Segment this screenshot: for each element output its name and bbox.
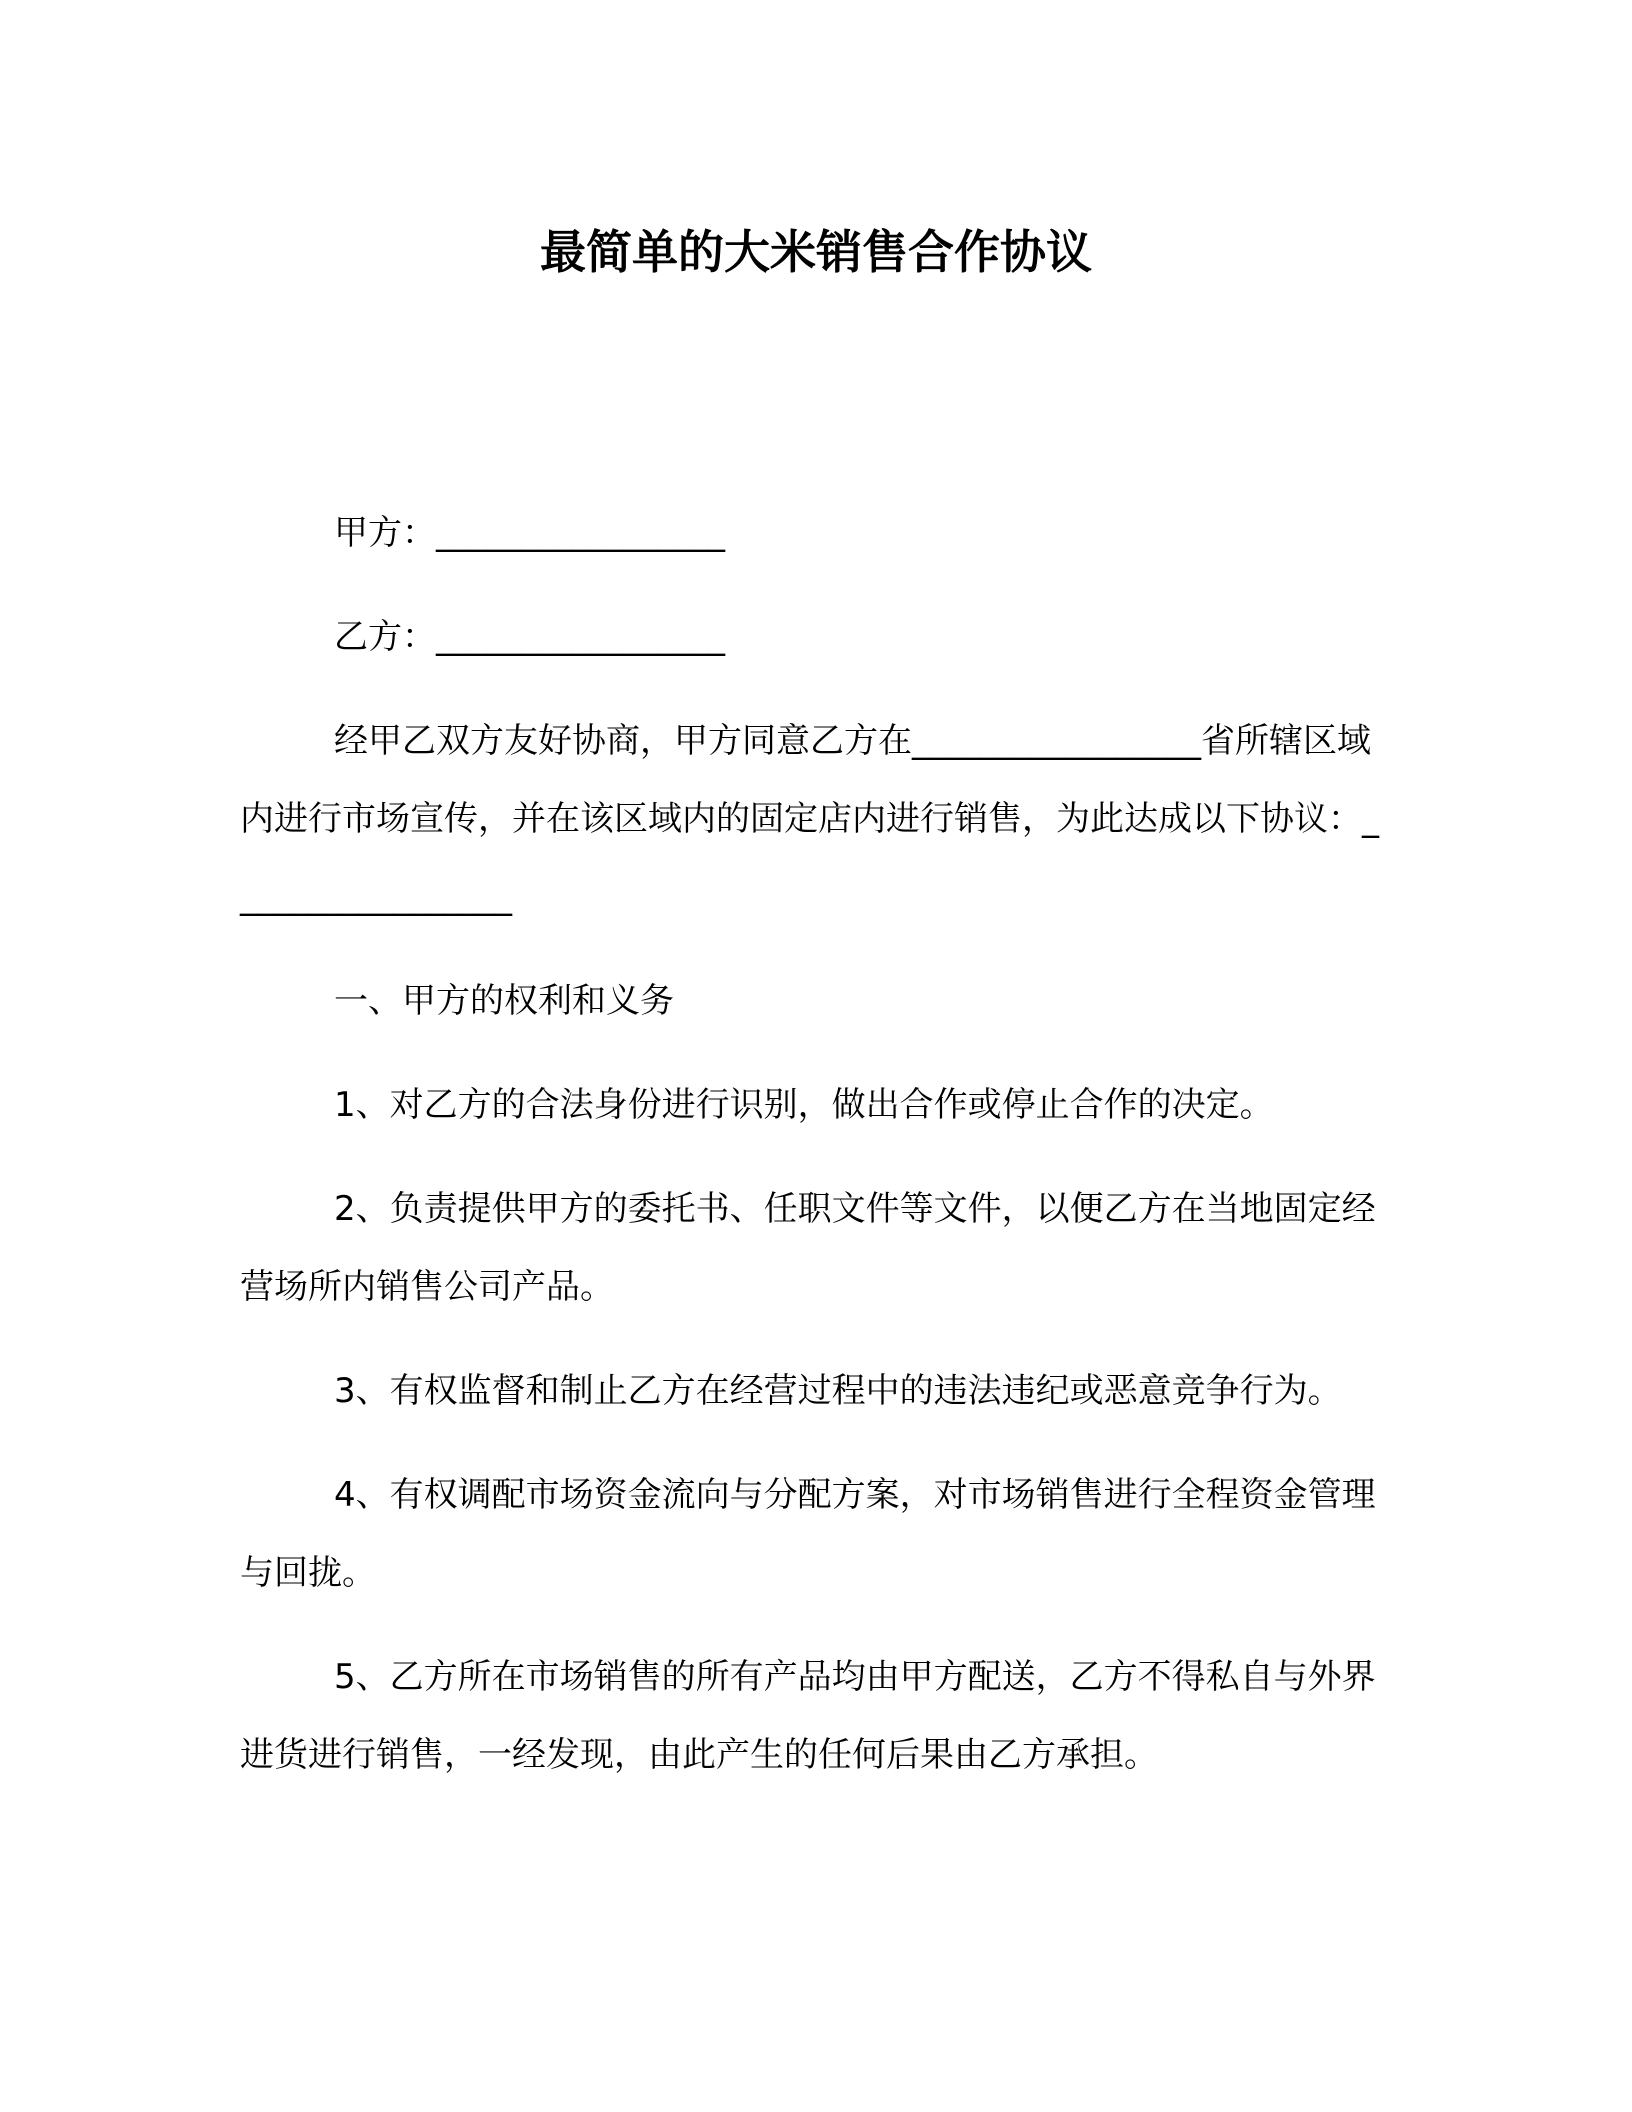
- section-heading-party-a: 一、甲方的权利和义务: [334, 981, 674, 1021]
- clause-3: 3、有权监督和制止乙方在经营过程中的违法违纪或恶意竞争行为。: [334, 1371, 1342, 1411]
- clause-1: 1、对乙方的合法身份进行识别，做出合作或停止合作的决定。: [334, 1085, 1274, 1125]
- clause-2: 2、负责提供甲方的委托书、任职文件等文件，以便乙方在当地固定经营场所内销售公司产品。: [240, 1189, 1376, 1307]
- clause-5: 5、乙方所在市场销售的所有产品均由甲方配送，乙方不得私自与外界进货进行销售，一经发现，由此产生的任何后果由乙方承担。: [240, 1657, 1376, 1775]
- document-title: 最简单的大米销售合作协议: [540, 225, 1092, 279]
- party-a-line: 甲方：_________________: [334, 513, 725, 553]
- party-b-line: 乙方：_________________: [334, 617, 725, 657]
- document-body: [240, 494, 1380, 1820]
- clause-4: 4、有权调配市场资金流向与分配方案，对市场销售进行全程资金管理与回拢。: [240, 1475, 1376, 1593]
- intro-paragraph: 经甲乙双方友好协商，甲方同意乙方在_________________省所辖区域内进行市场宣传，并在该区域内的固定店内进行销售，为此达成以下协议：_________________: [240, 721, 1379, 917]
